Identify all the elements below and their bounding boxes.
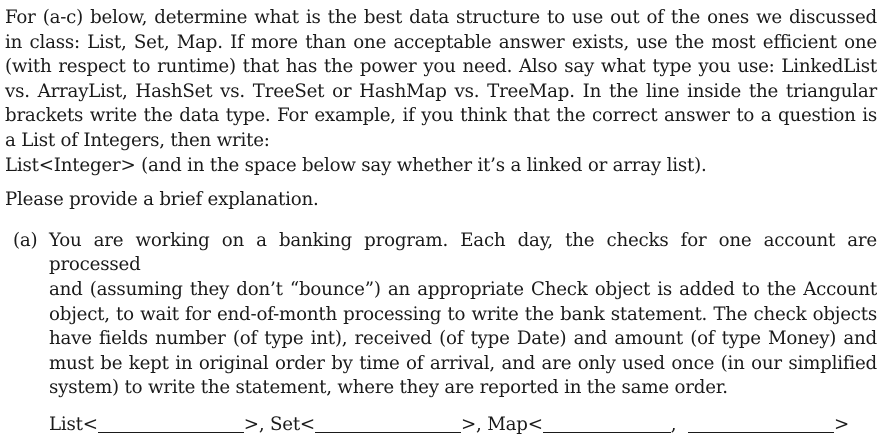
question-a-label: (a) (13, 229, 38, 251)
question-a-line: must be kept in original order by time of arrival, and are only used once (in our simplified (49, 352, 877, 374)
instructions-example-line: List<Integer> (and in the space below say whether it’s a linked or array list). (5, 154, 707, 176)
instructions-line: in class: List, Set, Map. If more than one acceptable answer exists, use the most efficient one (5, 31, 877, 53)
answer-blanks-row (49, 413, 877, 439)
map-type-close: > (833, 413, 849, 435)
instructions-line: a List of Integers, then write: (5, 129, 270, 151)
question-a-line: and (assuming they don’t “bounce”) an appropriate Check object is added to the Account (49, 278, 877, 300)
instructions-line: For (a-c) below, determine what is the best data structure to use out of the ones we discussed (5, 7, 877, 28)
set-type-open: Set< (270, 413, 315, 435)
instructions-line: (with respect to runtime) that has the power you need. Also say what type you use: LinkedList (5, 56, 877, 78)
question-a-text (49, 229, 877, 401)
set-type-blank[interactable] (315, 414, 461, 433)
question-a (5, 229, 877, 401)
instructions-paragraph (5, 6, 877, 178)
instructions-line: vs. ArrayList, HashSet vs. TreeSet or HashMap vs. TreeMap. In the line inside the triangular (5, 80, 877, 102)
question-a-line: You are working on a banking program. Each day, the checks for one account are processed (49, 229, 877, 276)
list-type-close: >, (243, 413, 265, 435)
set-type-close: >, (460, 413, 482, 435)
problem-page (5, 6, 877, 439)
explanation-prompt: Please provide a brief explanation. (5, 189, 319, 211)
question-a-line: have fields number (of type int), received (of type Date) and amount (of type Money) and (49, 328, 877, 350)
instructions-line: brackets write the data type. For example, if you think that the correct answer to a question is (5, 105, 877, 127)
map-value-type-blank[interactable] (688, 414, 834, 433)
list-type-blank[interactable] (98, 414, 244, 433)
map-key-type-blank[interactable] (543, 414, 671, 433)
question-a-line: system) to write the statement, where they are reported in the same order. (49, 377, 728, 399)
map-type-open: Map< (487, 413, 543, 435)
question-a-line: object, to wait for end-of-month processing to write the bank statement. The check objects (49, 303, 877, 325)
list-type-open: List< (49, 413, 98, 435)
map-type-separator: , (670, 413, 677, 435)
